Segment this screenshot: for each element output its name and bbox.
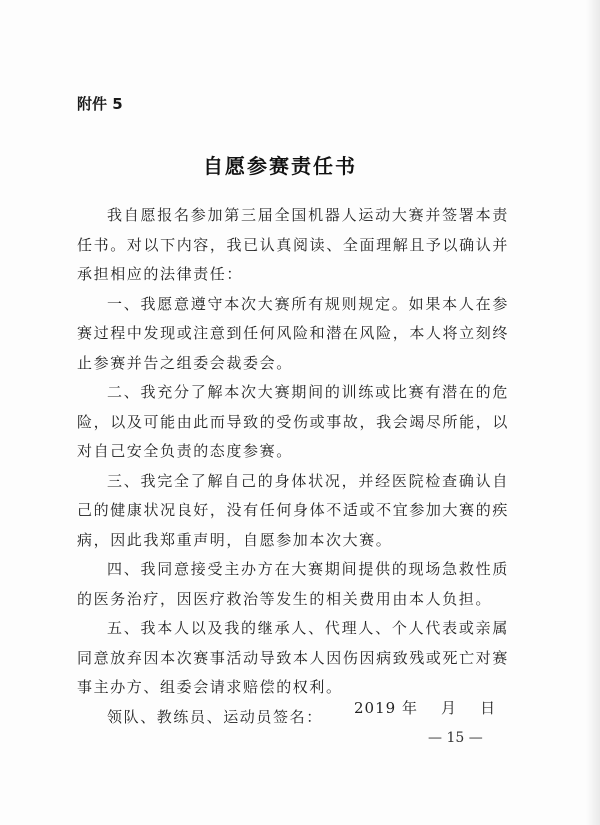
attachment-label: 附件 5 [77,95,123,113]
document-title: 自愿参赛责任书 [203,154,357,178]
date-line: 2019 年 月 日 [354,699,497,717]
paragraph-clause-2: 二、我充分了解本次大赛期间的训练或比赛有潜在的危险，以及可能由此而导致的受伤或事故，我会竭尽所能，以对自己安全负责的态度参赛。 [77,383,509,460]
page-edge-shadow [586,0,600,825]
document-body [77,201,509,732]
paragraph-intro: 我自愿报名参加第三届全国机器人运动大赛并签署本责任书。对以下内容，我已认真阅读、全面理解且予以确认并承担相应的法律责任： [77,206,509,283]
signature-prompt: 领队、教练员、运动员签名： [107,707,323,726]
paragraph-clause-3: 三、我完全了解自己的身体状况，并经医院检查确认自己的健康状况良好，没有任何身体不适或不宜参加大赛的疾病，因此我郑重声明，自愿参加本次大赛。 [77,471,509,549]
paragraph-clause-4: 四、我同意接受主办方在大赛期间提供的现场急救性质的医务治疗，因医疗救治等发生的相关费用由本人负担。 [77,560,509,608]
paragraph-clause-5: 五、我本人以及我的继承人、代理人、个人代表或亲属同意放弃因本次赛事活动导致本人因伤因病致残或死亡对赛事主办方、组委会请求赔偿的权利。 [77,619,509,696]
page-number: — 15 — [428,730,483,746]
paragraph-clause-1: 一、我愿意遵守本次大赛所有规则规定。如果本人在参赛过程中发现或注意到任何风险和潜在风险，本人将立刻终止参赛并告之组委会裁委会。 [77,294,509,372]
